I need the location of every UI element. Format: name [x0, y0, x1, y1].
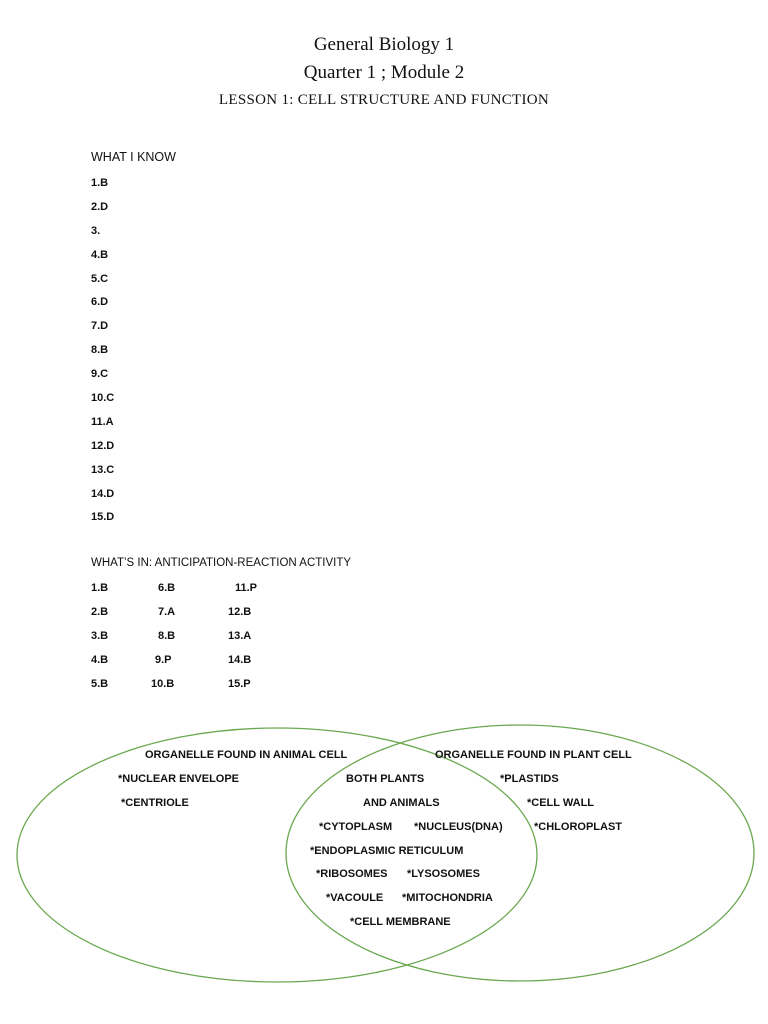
answer-item: 1.B	[91, 177, 109, 189]
answer-item: 7.D	[91, 320, 109, 333]
anticipation-answer: 9.P	[155, 654, 172, 666]
anticipation-answer: 6.B	[158, 582, 176, 594]
anticipation-answer: 11.P	[235, 582, 258, 594]
anticipation-answer: 13.A	[228, 630, 252, 642]
answer-item: 4.B	[91, 248, 109, 261]
shared-organelle: *NUCLEUS(DNA)	[414, 821, 503, 833]
answer-item: 2.D	[91, 200, 109, 213]
shared-organelle: *VACOULE	[326, 892, 384, 904]
animal-organelle: *CENTRIOLE	[121, 797, 189, 809]
anticipation-answer: 2.B	[91, 606, 109, 618]
anticipation-answer: 5.B	[91, 678, 109, 690]
lesson-title: LESSON 1: CELL STRUCTURE AND FUNCTION	[218, 92, 550, 108]
plant-organelle: *CELL WALL	[527, 797, 595, 809]
plant-organelle: *PLASTIDS	[500, 773, 559, 785]
answer-item: 3.	[91, 224, 101, 237]
whats-in-heading: WHAT’S IN: ANTICIPATION-REACTION ACTIVITY	[91, 557, 352, 569]
plant-organelle: *CHLOROPLAST	[534, 821, 622, 833]
anticipation-answer: 10.B	[151, 678, 175, 690]
shared-organelle: *LYSOSOMES	[407, 868, 480, 880]
both-cells-heading: BOTH PLANTS	[346, 773, 425, 785]
answer-item: 11.A	[91, 415, 114, 428]
document-subtitle: Quarter 1 ; Module 2	[303, 62, 465, 83]
anticipation-answer: 15.P	[228, 678, 251, 690]
shared-organelle: *MITOCHONDRIA	[402, 892, 493, 904]
both-cells-heading: AND ANIMALS	[363, 797, 440, 809]
shared-organelle: *ENDOPLASMIC RETICULUM	[310, 845, 464, 857]
anticipation-answer: 12.B	[228, 606, 252, 618]
anticipation-answer: 14.B	[228, 654, 252, 666]
answer-item: 6.D	[91, 296, 109, 309]
document-title: General Biology 1	[313, 34, 455, 55]
answer-item: 10.C	[91, 392, 115, 405]
shared-organelle: *CYTOPLASM	[319, 821, 393, 833]
answer-item: 9.C	[91, 368, 109, 381]
answer-item: 14.D	[91, 487, 115, 500]
answer-item: 12.D	[91, 439, 115, 452]
animal-cell-heading: ORGANELLE FOUND IN ANIMAL CELL	[145, 749, 348, 761]
anticipation-answer: 4.B	[91, 654, 109, 666]
anticipation-answer: 8.B	[158, 630, 176, 642]
plant-cell-heading: ORGANELLE FOUND IN PLANT CELL	[435, 749, 632, 761]
animal-organelle: *NUCLEAR ENVELOPE	[118, 773, 240, 785]
answer-item: 8.B	[91, 344, 109, 357]
shared-organelle: *RIBOSOMES	[316, 868, 388, 880]
what-i-know-heading: WHAT I KNOW	[91, 150, 176, 164]
shared-organelle: *CELL MEMBRANE	[350, 916, 451, 928]
anticipation-answer: 1.B	[91, 582, 109, 594]
answer-item: 5.C	[91, 272, 109, 285]
answer-item: 15.D	[91, 511, 115, 524]
anticipation-answer: 3.B	[91, 630, 109, 642]
anticipation-answer: 7.A	[158, 606, 176, 618]
answer-item: 13.C	[91, 463, 115, 476]
